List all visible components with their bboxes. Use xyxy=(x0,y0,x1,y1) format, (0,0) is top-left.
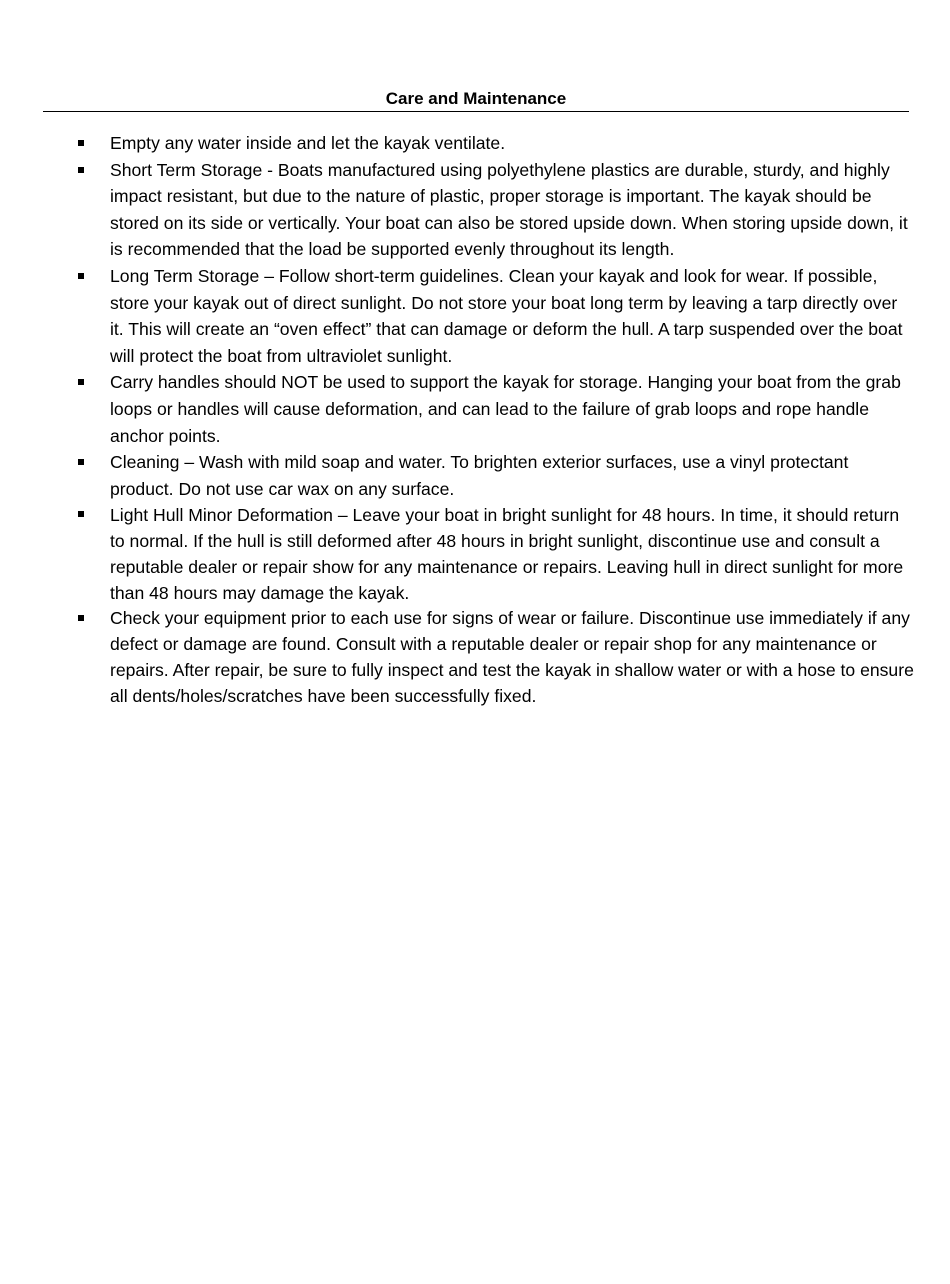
list-item-text: Carry handles should NOT be used to support the kayak for storage. Hanging your boat from the grab loops or handles will cause deformation, and can lead to the failure of grab loops and rope handle anchor points. xyxy=(110,372,901,446)
list-item xyxy=(78,369,914,449)
list-item xyxy=(78,502,914,606)
maintenance-list xyxy=(78,130,914,710)
list-item-text: Empty any water inside and let the kayak ventilate. xyxy=(110,133,506,153)
list-item xyxy=(78,606,914,709)
square-bullet-icon xyxy=(78,379,84,385)
list-item-text: Light Hull Minor Deformation – Leave your boat in bright sunlight for 48 hours. In time, it should return to normal. If the hull is still deformed after 48 hours in bright sunlight, discontinue use and consult a reputable dealer or repair show for any maintenance or repairs. Leaving hull in direct sunlight for more than 48 hours may damage the kayak. xyxy=(110,505,904,604)
square-bullet-icon xyxy=(78,459,84,465)
list-item xyxy=(78,130,914,157)
square-bullet-icon xyxy=(78,511,84,517)
list-item-text: Check your equipment prior to each use for signs of wear or failure. Discontinue use immediately if any defect or damage are found. Consult with a reputable dealer or repair shop for any maintenance or repairs. After repair, be sure to fully inspect and test the kayak in shallow water or with a hose to ensure all dents/holes/scratches have been successfully fixed. xyxy=(110,608,914,706)
page-title: Care and Maintenance xyxy=(43,88,909,112)
square-bullet-icon xyxy=(78,140,84,146)
square-bullet-icon xyxy=(78,273,84,279)
square-bullet-icon xyxy=(78,167,84,173)
list-item-text: Cleaning – Wash with mild soap and water. To brighten exterior surfaces, use a vinyl protectant product. Do not use car wax on any surface. xyxy=(110,452,849,499)
list-item-text: Short Term Storage - Boats manufactured using polyethylene plastics are durable, sturdy, and highly impact resistant, but due to the nature of plastic, proper storage is important. The kayak should be stored on its side or vertically. Your boat can also be stored upside down. When storing upside down, it is recommended that the load be supported evenly throughout its length. xyxy=(110,159,908,260)
list-item xyxy=(78,263,914,369)
list-item-text: Long Term Storage – Follow short-term guidelines. Clean your kayak and look for wear. If possible, store your kayak out of direct sunlight. Do not store your boat long term by leaving a tarp directly over it. This will create an “oven effect” that can damage or deform the hull. A tarp suspended over the boat will protect the boat from ultraviolet sunlight. xyxy=(110,265,903,366)
square-bullet-icon xyxy=(78,615,84,621)
list-item xyxy=(78,157,914,263)
list-item xyxy=(78,449,914,502)
